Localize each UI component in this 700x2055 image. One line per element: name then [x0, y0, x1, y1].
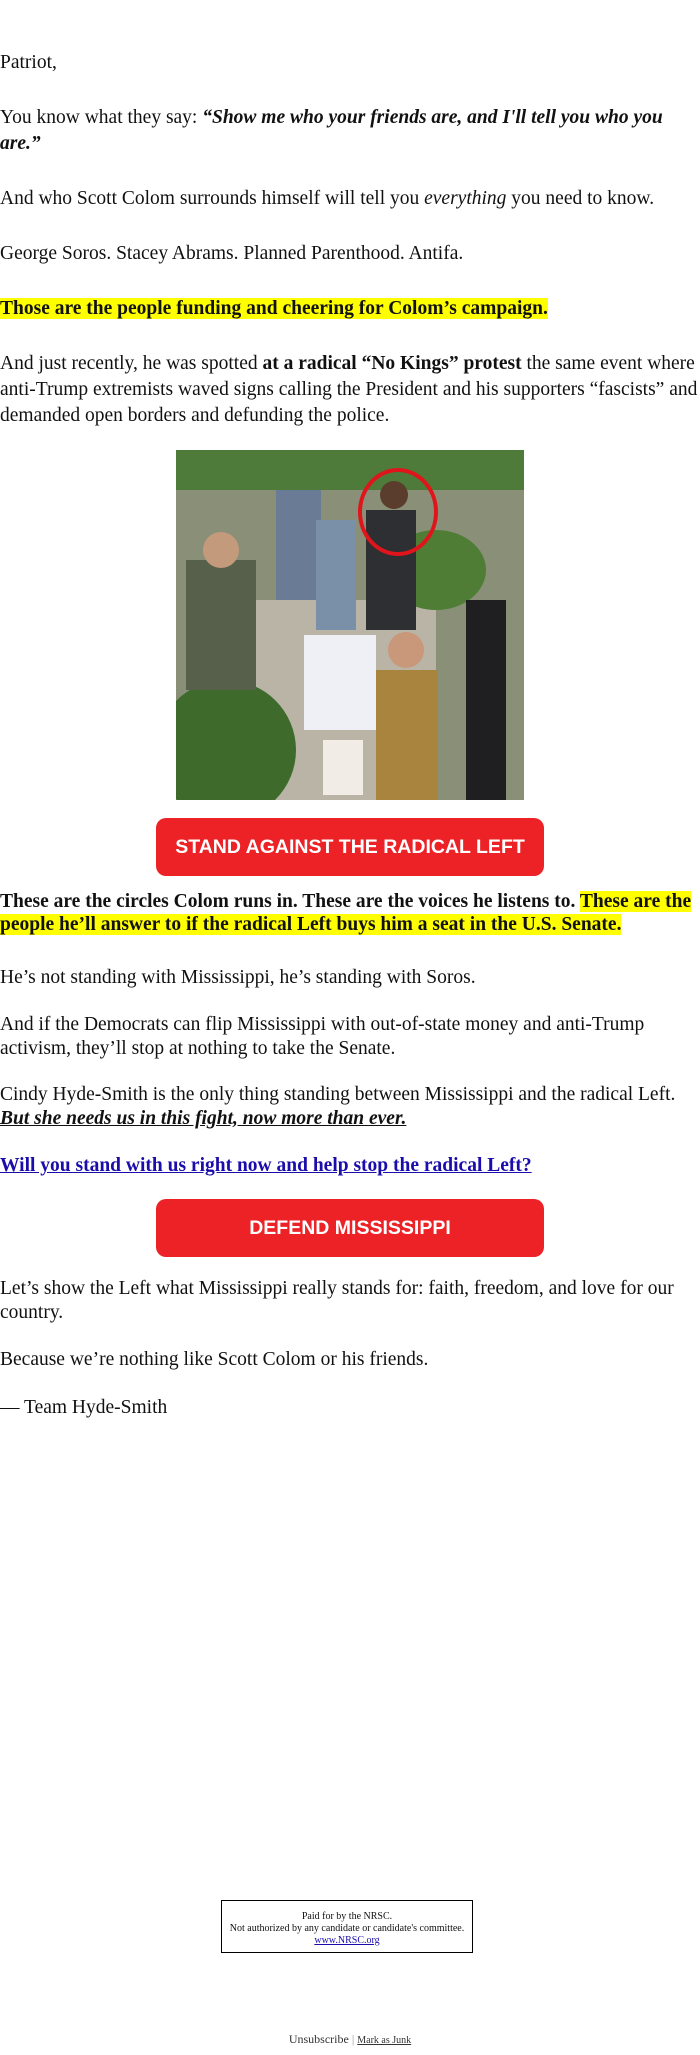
paid-for-text: Paid for by the NRSC.: [301, 1911, 393, 1922]
mark-as-junk-link[interactable]: Mark as Junk: [357, 2035, 412, 2046]
email-body: [0, 50, 700, 1450]
paragraph-circles: [0, 890, 700, 936]
quote-intro: You know what they say:: [0, 107, 203, 128]
quote-text: “Show me who your friends are, and I'll tell you who you are.”: [0, 107, 663, 154]
paragraph-soros: He’s not standing with Mississippi, he’s standing with Soros.: [0, 967, 476, 988]
signoff: — Team Hyde-Smith: [0, 1397, 168, 1418]
text: you need to know.: [506, 188, 655, 209]
paragraph-link: [0, 1153, 700, 1179]
paragraph-nothing-like: Because we’re nothing like Scott Colom or his friends.: [0, 1349, 429, 1370]
text: And just recently, he was spotted: [0, 353, 263, 374]
unsubscribe-link[interactable]: Unsubscribe: [288, 2032, 349, 2046]
greeting: Patriot,: [0, 52, 57, 73]
unsubscribe-bar: [0, 2032, 700, 2047]
paragraph-protest: [0, 351, 700, 429]
bold-text: These are the circles Colom runs in. These are the voices he listens to.: [0, 891, 580, 912]
paragraph-names: George Soros. Stacey Abrams. Planned Parenthood. Antifa.: [0, 243, 464, 264]
paragraph-funding: [0, 296, 700, 322]
highlighted-text: These are the people he’ll answer to if the radical Left buys him a seat in the U.S. Senate.: [0, 891, 692, 935]
paragraph-surrounds: [0, 186, 700, 212]
stand-against-radical-left-button[interactable]: STAND AGAINST THE RADICAL LEFT: [156, 818, 544, 876]
paragraph-show-left: Let’s show the Left what Mississippi really stands for: faith, freedom, and love for our country.: [0, 1278, 674, 1323]
disclaimer-box: [221, 1900, 473, 1953]
defend-mississippi-button[interactable]: DEFEND MISSISSIPPI: [156, 1199, 544, 1257]
text: Cindy Hyde-Smith is the only thing standing between Mississippi and the radical Left.: [0, 1084, 676, 1105]
paragraph-flip: And if the Democrats can flip Mississippi with out-of-state money and anti-Trump activism, they’ll stop at nothing to take the Senate.: [0, 1014, 645, 1059]
nrsc-website-link[interactable]: www.NRSC.org: [314, 1935, 380, 1946]
protest-photo[interactable]: [176, 450, 524, 800]
paragraph-quote: [0, 105, 700, 157]
stand-with-us-link[interactable]: Will you stand with us right now and help stop the radical Left?: [0, 1155, 532, 1176]
paragraph-cindy: [0, 1083, 700, 1131]
highlighted-text: Those are the people funding and cheering for Colom’s campaign.: [0, 298, 548, 319]
not-authorized-text: Not authorized by any candidate or candidate's committee.: [229, 1923, 465, 1934]
protest-photo-illustration: [176, 450, 524, 800]
text: the same event where anti-Trump extremists waved signs calling the President and his supporters “fascists” and demanded open borders and defunding the police.: [0, 353, 698, 426]
bold-text: at a radical “No Kings” protest: [262, 353, 522, 374]
emphasis: everything: [424, 188, 507, 209]
separator: |: [351, 2032, 355, 2046]
emphasis: But she needs us in this fight, now more than ever.: [0, 1108, 407, 1129]
text: And who Scott Colom surrounds himself will tell you: [0, 188, 425, 209]
